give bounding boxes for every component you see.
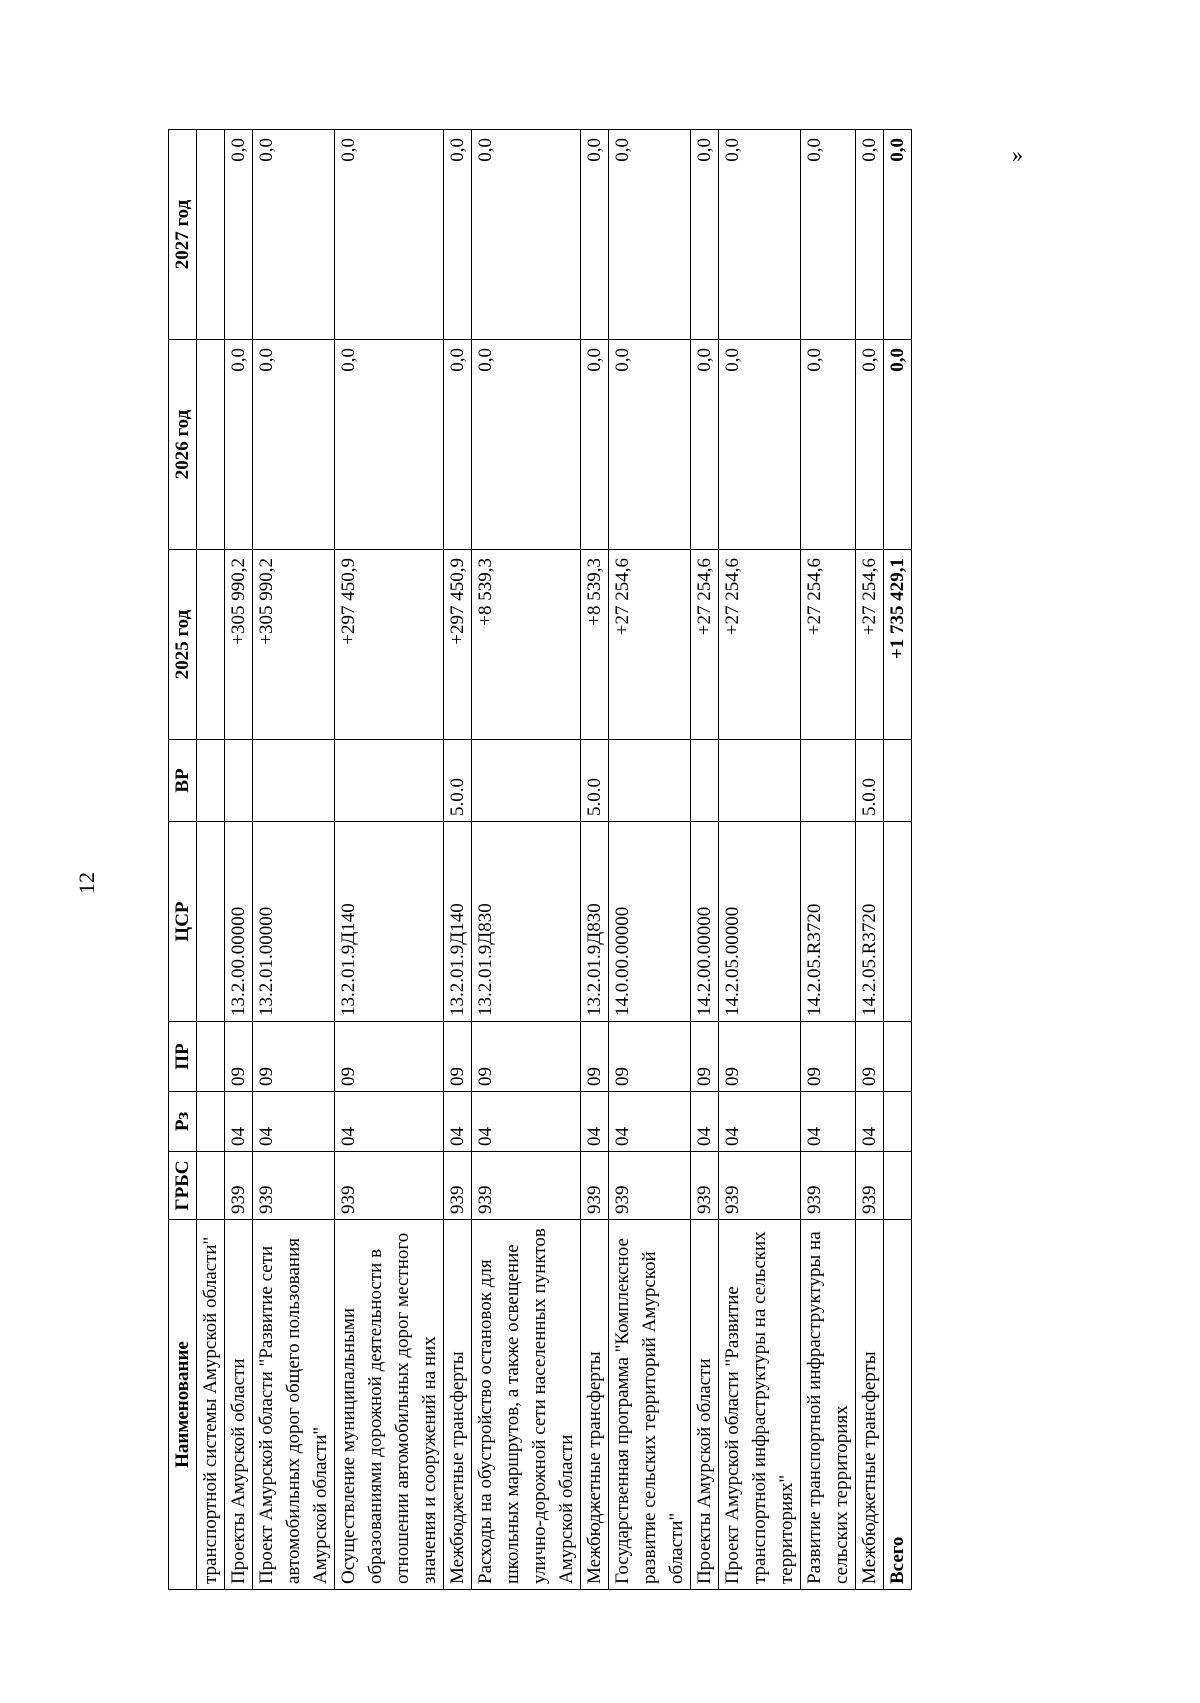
rotated-table-container <box>168 130 963 1590</box>
col-header-name: Наименование <box>169 1220 197 1590</box>
cell-y2026: 0,0 <box>856 340 884 550</box>
total-row <box>884 130 912 1590</box>
cell-y2025: +297 450,9 <box>444 550 472 740</box>
cell-y2026: 0,0 <box>472 340 581 550</box>
table-row <box>691 130 719 1590</box>
total-cell-name: Всего <box>884 1220 912 1590</box>
cell-vr <box>253 740 335 822</box>
cell-pr: 09 <box>225 1022 253 1092</box>
total-cell-vr <box>884 740 912 822</box>
cell-y2027: 0,0 <box>472 130 581 340</box>
cell-grbs: 939 <box>691 1152 719 1220</box>
cell-vr <box>225 740 253 822</box>
cell-grbs: 939 <box>581 1152 609 1220</box>
col-header-2025: 2025 год <box>169 550 197 740</box>
col-header-vr: ВР <box>169 740 197 822</box>
cell-csr: 14.2.00.00000 <box>691 822 719 1022</box>
table-row <box>801 130 856 1590</box>
table-row <box>197 130 225 1590</box>
cell-y2025 <box>197 550 225 740</box>
table-row <box>444 130 472 1590</box>
cell-rz: 04 <box>444 1092 472 1152</box>
col-header-pr: ПР <box>169 1022 197 1092</box>
cell-csr: 13.2.00.00000 <box>225 822 253 1022</box>
cell-pr: 09 <box>801 1022 856 1092</box>
table-row <box>225 130 253 1590</box>
cell-vr <box>197 740 225 822</box>
cell-csr: 14.2.05.R3720 <box>801 822 856 1022</box>
cell-name: Развитие транспортной инфраструктуры на сельских территориях <box>801 1220 856 1590</box>
cell-name: Проект Амурской области "Развитие сети автомобильных дорог общего пользования Амурской области" <box>253 1220 335 1590</box>
cell-rz: 04 <box>225 1092 253 1152</box>
cell-name: Межбюджетные трансферты <box>856 1220 884 1590</box>
table-row <box>856 130 884 1590</box>
cell-y2026: 0,0 <box>609 340 691 550</box>
cell-y2027: 0,0 <box>609 130 691 340</box>
cell-csr: 14.2.05.00000 <box>719 822 801 1022</box>
cell-pr: 09 <box>335 1022 444 1092</box>
cell-name: Осуществление муниципальными образованиями дорожной деятельности в отношении автомобильных дорог местного значения и сооружений на них <box>335 1220 444 1590</box>
cell-name: Проекты Амурской области <box>691 1220 719 1590</box>
cell-y2026: 0,0 <box>444 340 472 550</box>
cell-y2027: 0,0 <box>444 130 472 340</box>
cell-y2026: 0,0 <box>719 340 801 550</box>
cell-vr: 5.0.0 <box>581 740 609 822</box>
col-header-2027: 2027 год <box>169 130 197 340</box>
cell-vr <box>472 740 581 822</box>
cell-rz: 04 <box>581 1092 609 1152</box>
cell-vr: 5.0.0 <box>444 740 472 822</box>
cell-y2026: 0,0 <box>581 340 609 550</box>
cell-vr <box>719 740 801 822</box>
col-header-csr: ЦСР <box>169 822 197 1022</box>
budget-table <box>168 129 912 1590</box>
cell-grbs: 939 <box>472 1152 581 1220</box>
cell-y2025: +27 254,6 <box>801 550 856 740</box>
cell-grbs: 939 <box>801 1152 856 1220</box>
cell-y2025: +27 254,6 <box>691 550 719 740</box>
cell-y2025: +305 990,2 <box>253 550 335 740</box>
cell-rz <box>197 1092 225 1152</box>
cell-y2025: +27 254,6 <box>609 550 691 740</box>
cell-y2027: 0,0 <box>581 130 609 340</box>
table-row <box>581 130 609 1590</box>
cell-pr: 09 <box>472 1022 581 1092</box>
col-header-grbs: ГРБС <box>169 1152 197 1220</box>
cell-pr: 09 <box>691 1022 719 1092</box>
cell-pr: 09 <box>856 1022 884 1092</box>
cell-csr: 13.2.01.9Д830 <box>581 822 609 1022</box>
cell-vr: 5.0.0 <box>856 740 884 822</box>
cell-pr: 09 <box>719 1022 801 1092</box>
cell-y2027: 0,0 <box>801 130 856 340</box>
cell-rz: 04 <box>801 1092 856 1152</box>
table-body <box>197 130 912 1590</box>
total-cell-y2027: 0,0 <box>884 130 912 340</box>
cell-rz: 04 <box>609 1092 691 1152</box>
cell-pr: 09 <box>444 1022 472 1092</box>
cell-csr: 14.2.05.R3720 <box>856 822 884 1022</box>
col-header-2026: 2026 год <box>169 340 197 550</box>
header-row <box>169 130 197 1590</box>
cell-y2027: 0,0 <box>856 130 884 340</box>
cell-y2025: +27 254,6 <box>719 550 801 740</box>
cell-rz: 04 <box>472 1092 581 1152</box>
cell-csr: 13.2.01.9Д140 <box>335 822 444 1022</box>
cell-rz: 04 <box>691 1092 719 1152</box>
cell-csr: 14.0.00.00000 <box>609 822 691 1022</box>
closing-quote-mark: » <box>1012 142 1023 167</box>
cell-vr <box>691 740 719 822</box>
cell-pr: 09 <box>609 1022 691 1092</box>
cell-name: Межбюджетные трансферты <box>581 1220 609 1590</box>
cell-y2027: 0,0 <box>335 130 444 340</box>
total-cell-csr <box>884 822 912 1022</box>
table-row <box>335 130 444 1590</box>
cell-vr <box>609 740 691 822</box>
cell-y2026: 0,0 <box>253 340 335 550</box>
cell-y2027: 0,0 <box>225 130 253 340</box>
cell-y2027: 0,0 <box>719 130 801 340</box>
cell-vr <box>335 740 444 822</box>
cell-grbs: 939 <box>444 1152 472 1220</box>
total-cell-grbs <box>884 1152 912 1220</box>
cell-pr <box>197 1022 225 1092</box>
cell-y2027: 0,0 <box>691 130 719 340</box>
cell-y2027 <box>197 130 225 340</box>
col-header-rz: Рз <box>169 1092 197 1152</box>
cell-name: Проекты Амурской области <box>225 1220 253 1590</box>
cell-csr: 13.2.01.9Д140 <box>444 822 472 1022</box>
cell-y2025: +305 990,2 <box>225 550 253 740</box>
cell-pr: 09 <box>581 1022 609 1092</box>
cell-rz: 04 <box>719 1092 801 1152</box>
table-row <box>609 130 691 1590</box>
cell-rz: 04 <box>335 1092 444 1152</box>
total-cell-y2025: +1 735 429,1 <box>884 550 912 740</box>
table-row <box>472 130 581 1590</box>
cell-vr <box>801 740 856 822</box>
cell-y2025: +8 539,3 <box>581 550 609 740</box>
cell-csr <box>197 822 225 1022</box>
total-cell-rz <box>884 1092 912 1152</box>
cell-y2025: +27 254,6 <box>856 550 884 740</box>
cell-grbs: 939 <box>719 1152 801 1220</box>
cell-grbs: 939 <box>225 1152 253 1220</box>
cell-y2026: 0,0 <box>691 340 719 550</box>
total-cell-pr <box>884 1022 912 1092</box>
cell-name: Расходы на обустройство остановок для школьных маршрутов, а также освещение улично-дорожной сети населенных пунктов Амурской области <box>472 1220 581 1590</box>
cell-grbs: 939 <box>856 1152 884 1220</box>
total-cell-y2026: 0,0 <box>884 340 912 550</box>
cell-name: Межбюджетные трансферты <box>444 1220 472 1590</box>
cell-rz: 04 <box>856 1092 884 1152</box>
cell-y2025: +8 539,3 <box>472 550 581 740</box>
cell-grbs: 939 <box>335 1152 444 1220</box>
table-row <box>719 130 801 1590</box>
table-row <box>253 130 335 1590</box>
cell-grbs <box>197 1152 225 1220</box>
cell-name: Проект Амурской области "Развитие транспортной инфраструктуры на сельских территориях" <box>719 1220 801 1590</box>
cell-name: транспортной системы Амурской области" <box>197 1220 225 1590</box>
cell-grbs: 939 <box>253 1152 335 1220</box>
cell-y2027: 0,0 <box>253 130 335 340</box>
cell-csr: 13.2.01.00000 <box>253 822 335 1022</box>
cell-rz: 04 <box>253 1092 335 1152</box>
cell-name: Государственная программа "Комплексное развитие сельских территорий Амурской области" <box>609 1220 691 1590</box>
cell-y2026: 0,0 <box>801 340 856 550</box>
page-number: 12 <box>74 872 99 894</box>
cell-y2026: 0,0 <box>335 340 444 550</box>
cell-y2026 <box>197 340 225 550</box>
cell-grbs: 939 <box>609 1152 691 1220</box>
cell-y2026: 0,0 <box>225 340 253 550</box>
cell-pr: 09 <box>253 1022 335 1092</box>
cell-y2025: +297 450,9 <box>335 550 444 740</box>
cell-csr: 13.2.01.9Д830 <box>472 822 581 1022</box>
